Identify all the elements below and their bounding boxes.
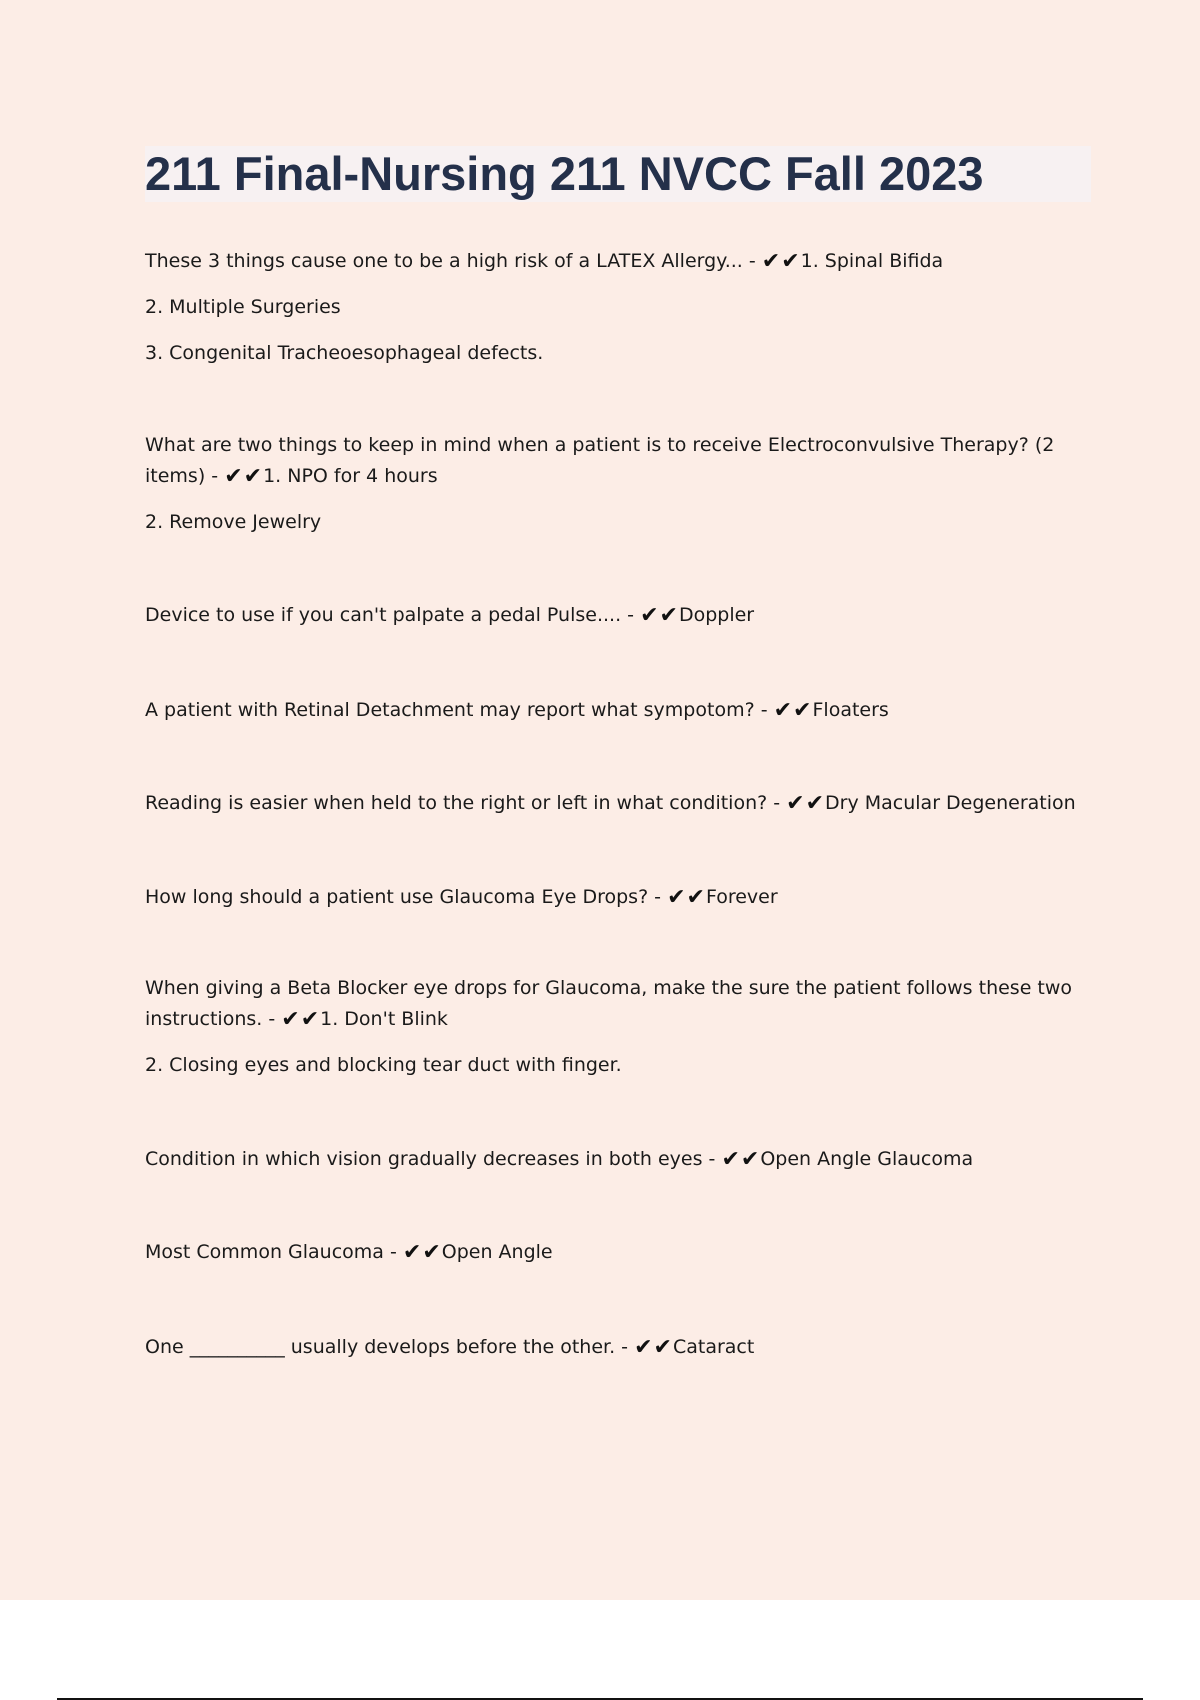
question-text: Most Common Glaucoma - xyxy=(145,1241,397,1263)
check-icon: ✔ xyxy=(740,1147,760,1172)
qa-line xyxy=(145,600,1085,631)
answer-text: Doppler xyxy=(678,604,755,626)
answer-text: 1. Spinal Bifida xyxy=(800,250,944,272)
question-text: A patient with Retinal Detachment may report what sympotom? - xyxy=(145,699,768,721)
check-icon: ✔ xyxy=(281,1007,300,1032)
answer-text: Forever xyxy=(705,886,778,908)
qa-line xyxy=(145,1144,1085,1175)
qa-line xyxy=(145,882,1085,913)
answer-text: Open Angle xyxy=(441,1241,553,1263)
document-title: 211 Final-Nursing 211 NVCC Fall 2023 xyxy=(145,147,984,200)
qa-line xyxy=(145,973,1085,1035)
check-icon: ✔ xyxy=(773,698,793,723)
answer-continuation: 2. Multiple Surgeries xyxy=(145,296,341,318)
check-icon: ✔ xyxy=(786,791,805,816)
answer-text: Open Angle Glaucoma xyxy=(760,1148,974,1170)
qa-line xyxy=(145,430,1085,492)
check-icon: ✔ xyxy=(805,791,825,816)
qa-line xyxy=(145,246,1085,277)
check-icon: ✔ xyxy=(300,1007,320,1032)
question-text: Condition in which vision gradually decreases in both eyes - xyxy=(145,1148,716,1170)
question-text: What are two things to keep in mind when a patient is to receive Electroconvulsive Therapy? (2 items) - xyxy=(145,434,1055,487)
question-text: One __________ usually develops before the other. - xyxy=(145,1336,629,1358)
answer-continuation: 3. Congenital Tracheoesophageal defects. xyxy=(145,342,544,364)
check-icon: ✔ xyxy=(243,464,263,489)
qa-line xyxy=(145,1237,1085,1268)
qa-line xyxy=(145,695,1085,726)
question-text: Device to use if you can't palpate a pedal Pulse.... - xyxy=(145,604,635,626)
check-icon: ✔ xyxy=(422,1240,441,1265)
check-icon: ✔ xyxy=(402,1240,422,1265)
check-icon: ✔ xyxy=(667,885,686,910)
answer-continuation: 2. Remove Jewelry xyxy=(145,511,322,533)
answer-text: Floaters xyxy=(812,699,889,721)
answer-text: Cataract xyxy=(672,1336,755,1358)
question-text: How long should a patient use Glaucoma Eye Drops? - xyxy=(145,886,662,908)
qa-item xyxy=(145,1332,1085,1363)
check-icon: ✔ xyxy=(659,603,678,628)
answer-text: 1. NPO for 4 hours xyxy=(263,465,438,487)
qa-line xyxy=(145,788,1085,819)
check-icon: ✔ xyxy=(721,1147,740,1172)
check-icon: ✔ xyxy=(761,249,781,274)
answer-text: 1. Don't Blink xyxy=(320,1008,448,1030)
check-icon: ✔ xyxy=(224,464,243,489)
question-text: These 3 things cause one to be a high risk of a LATEX Allergy... - xyxy=(145,250,756,272)
check-icon: ✔ xyxy=(640,603,659,628)
qa-line xyxy=(145,1332,1085,1363)
check-icon: ✔ xyxy=(781,249,800,274)
check-icon: ✔ xyxy=(686,885,705,910)
qa-item xyxy=(145,973,1085,1081)
answer-text: Dry Macular Degeneration xyxy=(825,792,1076,814)
qa-item xyxy=(145,882,1085,913)
qa-item xyxy=(145,1237,1085,1268)
qa-item xyxy=(145,246,1085,369)
check-icon: ✔ xyxy=(634,1335,653,1360)
check-icon: ✔ xyxy=(653,1335,672,1360)
check-icon: ✔ xyxy=(793,698,812,723)
qa-item xyxy=(145,430,1085,538)
qa-item xyxy=(145,788,1085,819)
qa-item xyxy=(145,600,1085,631)
qa-item xyxy=(145,695,1085,726)
answer-continuation: 2. Closing eyes and blocking tear duct with finger. xyxy=(145,1054,622,1076)
qa-item xyxy=(145,1144,1085,1175)
question-text: Reading is easier when held to the right or left in what condition? - xyxy=(145,792,781,814)
question-text: When giving a Beta Blocker eye drops for Glaucoma, make the sure the patient follows these two instructions. - xyxy=(145,977,1073,1030)
